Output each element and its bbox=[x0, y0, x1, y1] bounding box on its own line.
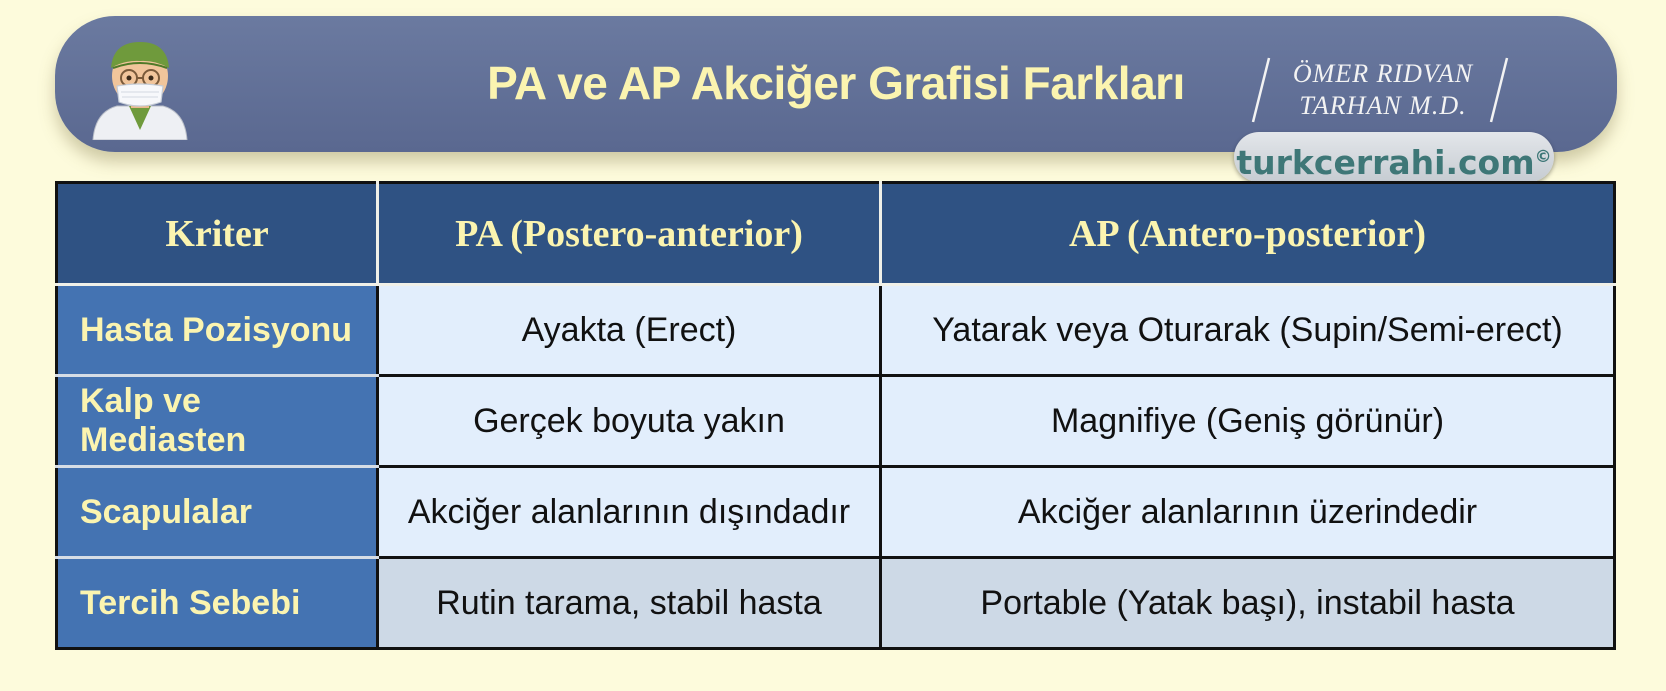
table-row bbox=[57, 376, 1615, 467]
svg-text:TARHAN M.D.: TARHAN M.D. bbox=[1299, 91, 1467, 120]
comparison-table bbox=[55, 181, 1616, 650]
row-ap-value: Portable (Yatak başı), instabil hasta bbox=[881, 558, 1615, 649]
table-row bbox=[57, 558, 1615, 649]
copyright-mark: © bbox=[1534, 147, 1552, 167]
table-row bbox=[57, 285, 1615, 376]
row-pa-value: Gerçek boyuta yakın bbox=[378, 376, 881, 467]
site-badge[interactable] bbox=[1234, 132, 1554, 182]
row-pa-value: Rutin tarama, stabil hasta bbox=[378, 558, 881, 649]
table-row bbox=[57, 467, 1615, 558]
row-ap-value: Magnifiye (Geniş görünür) bbox=[881, 376, 1615, 467]
column-header-ap: AP (Antero-posterior) bbox=[881, 183, 1615, 285]
row-pa-value: Akciğer alanlarının dışındadır bbox=[378, 467, 881, 558]
row-pa-value: Ayakta (Erect) bbox=[378, 285, 881, 376]
column-header-kriter: Kriter bbox=[57, 183, 378, 285]
row-criterion: Kalp ve Mediasten bbox=[57, 376, 378, 467]
site-name: turkcerrahi.com bbox=[1236, 143, 1535, 182]
row-criterion: Hasta Pozisyonu bbox=[57, 285, 378, 376]
svg-text:ÖMER RIDVAN: ÖMER RIDVAN bbox=[1292, 59, 1474, 88]
signature-logo bbox=[1233, 44, 1533, 134]
row-criterion: Scapulalar bbox=[57, 467, 378, 558]
page-title: PA ve AP Akciğer Grafisi Farkları bbox=[487, 57, 1185, 109]
column-header-pa: PA (Postero-anterior) bbox=[378, 183, 881, 285]
row-criterion: Tercih Sebebi bbox=[57, 558, 378, 649]
table-header-row bbox=[57, 183, 1615, 285]
row-ap-value: Yatarak veya Oturarak (Supin/Semi-erect) bbox=[881, 285, 1615, 376]
row-ap-value: Akciğer alanlarının üzerindedir bbox=[881, 467, 1615, 558]
